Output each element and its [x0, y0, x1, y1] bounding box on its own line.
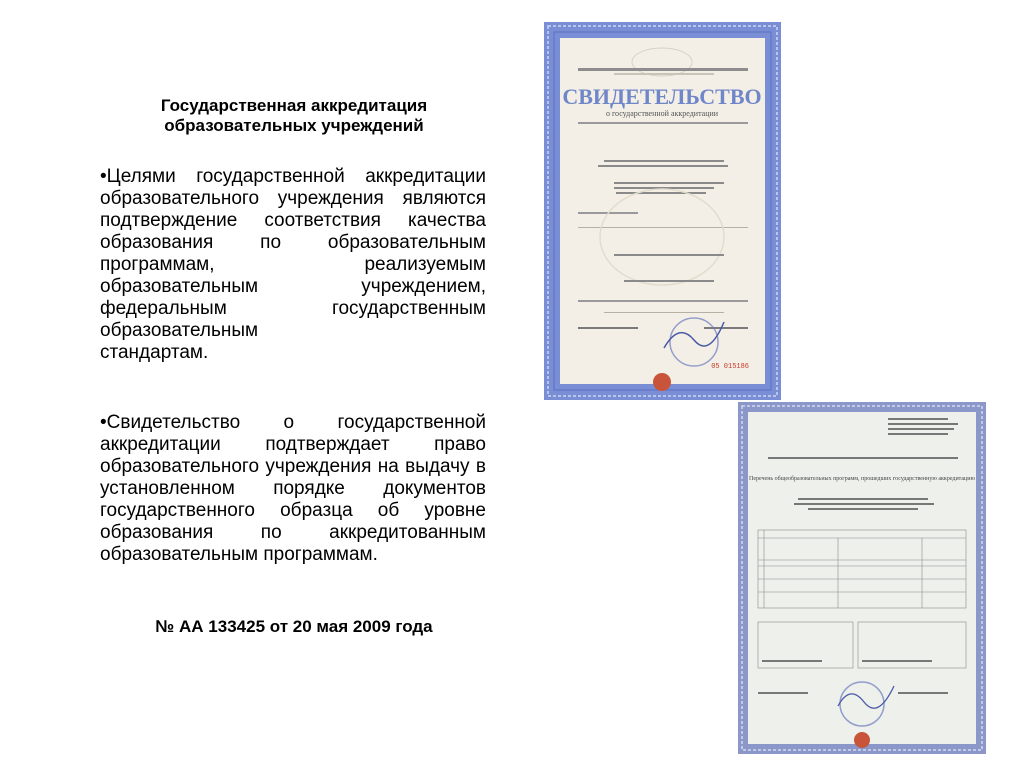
certificate-serial: 05 015186 — [711, 363, 749, 371]
paragraph-certificate-rights: •Свидетельство о государственной аккредитации подтверждает право образовательного учреждения на выдачу в установленном порядке документов государственного образца об уровне образования по аккредитованным образовательным программам. — [100, 412, 486, 565]
appendix-title: Перечень общеобразовательных программ, прошедших государственную аккредитацию — [749, 476, 975, 482]
emblem-icon — [653, 373, 671, 391]
slide-title — [100, 96, 488, 136]
certificate-number: № АА 133425 от 20 мая 2009 года — [155, 617, 433, 636]
paragraph-accreditation-goals-text: •Целями государственной аккредитации образовательного учреждения являются подтверждение соответствия качества образования по образовательным программам, реализуемым образовательным учреждением, федеральным государственным образовательным — [100, 166, 486, 341]
certificate-appendix-image — [738, 402, 986, 754]
paragraph-accreditation-goals-last-line: стандартам. — [100, 342, 209, 363]
slide-title-line-1: Государственная аккредитация — [160, 96, 428, 115]
accreditation-certificate-image — [544, 22, 781, 400]
certificate-subheading: о государственной аккредитации — [605, 109, 719, 118]
slide-title-line-2: образовательных учреждений — [164, 116, 424, 135]
paragraph-accreditation-goals — [100, 166, 486, 364]
appendix-emblem-icon — [854, 732, 870, 748]
certificate-heading: СВИДЕТЕЛЬСТВО — [562, 84, 762, 109]
